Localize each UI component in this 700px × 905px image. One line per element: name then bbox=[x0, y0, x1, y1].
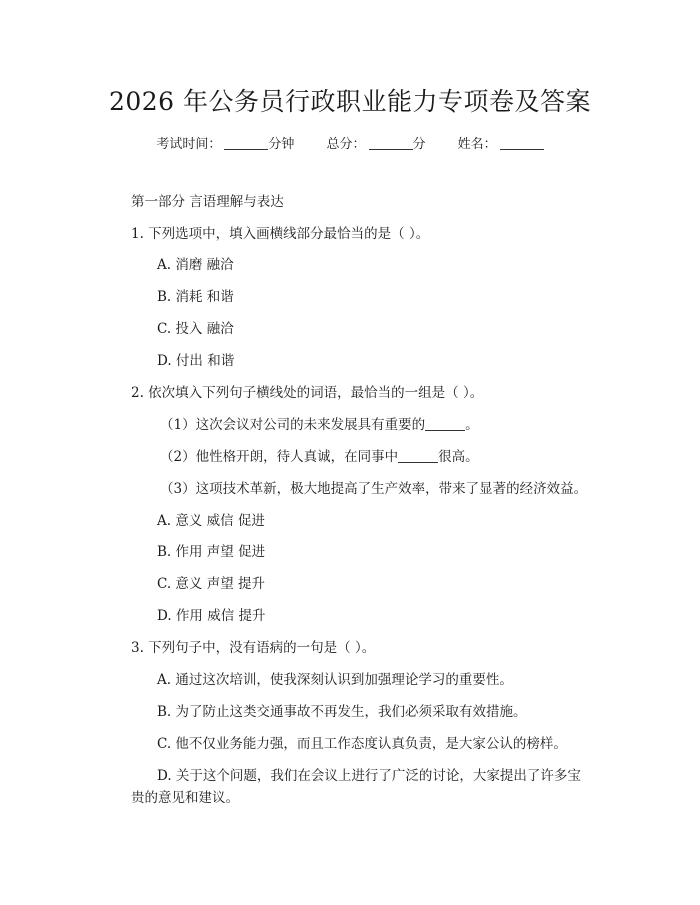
question-1-option-b: B. 消耗 和谐 bbox=[157, 289, 234, 305]
sentence-1-blank bbox=[425, 430, 465, 431]
question-2-stem: 2. 依次填入下列句子横线处的词语，最恰当的一组是（ ）。 bbox=[131, 385, 484, 401]
question-2-sentence-1 bbox=[160, 416, 479, 434]
exam-time-field bbox=[156, 133, 294, 152]
question-3-option-d-continued: 贵的意见和建议。 bbox=[131, 790, 239, 806]
total-score-field bbox=[326, 133, 425, 152]
question-3-option-c: C. 他不仅业务能力强，而且工作态度认真负责，是大家公认的榜样。 bbox=[157, 736, 567, 752]
question-1-stem: 1. 下列选项中，填入画横线部分最恰当的是（ ）。 bbox=[131, 226, 430, 242]
question-1-option-a: A. 消磨 融洽 bbox=[157, 257, 234, 273]
exam-time-label: 考试时间： bbox=[156, 137, 222, 152]
total-score-unit: 分 bbox=[412, 137, 426, 152]
sentence-2-text: （2）他性格开朗，待人真诚，在同事中 bbox=[160, 449, 399, 465]
question-3-stem: 3. 下列句子中，没有语病的一句是（ ）。 bbox=[131, 640, 376, 656]
sentence-1-text: （1）这次会议对公司的未来发展具有重要的 bbox=[160, 417, 426, 433]
document-title: 2026 年公务员行政职业能力专项卷及答案 bbox=[108, 87, 592, 116]
question-3-option-d: D. 关于这个问题，我们在会议上进行了广泛的讨论，大家提出了许多宝 bbox=[157, 768, 581, 784]
sentence-3-text: （3）这项技术革新，极大地提高了生产效率，带来了显著的经济效益。 bbox=[160, 481, 588, 497]
question-2-option-d: D. 作用 威信 提升 bbox=[157, 608, 266, 624]
question-2-option-c: C. 意义 声望 提升 bbox=[157, 576, 266, 592]
name-field bbox=[458, 133, 544, 152]
question-3-option-a: A. 通过这次培训，使我深刻认识到加强理论学习的重要性。 bbox=[157, 672, 513, 688]
question-2-sentence-2 bbox=[160, 448, 479, 466]
question-3-option-b: B. 为了防止这类交通事故不再发生，我们必须采取有效措施。 bbox=[157, 704, 527, 720]
section-heading: 第一部分 言语理解与表达 bbox=[131, 194, 284, 210]
question-2-option-b: B. 作用 声望 促进 bbox=[157, 544, 266, 560]
exam-time-unit: 分钟 bbox=[268, 137, 295, 152]
total-score-blank[interactable] bbox=[369, 149, 413, 150]
question-2-option-a: A. 意义 威信 促进 bbox=[157, 513, 265, 529]
question-1-option-d: D. 付出 和谐 bbox=[157, 353, 235, 369]
question-1-option-c: C. 投入 融洽 bbox=[157, 321, 234, 337]
exam-time-blank[interactable] bbox=[224, 149, 268, 150]
sentence-1-end: 。 bbox=[465, 417, 479, 433]
name-label: 姓名： bbox=[457, 137, 497, 152]
sentence-2-end: 很高。 bbox=[438, 449, 479, 465]
total-score-label: 总分： bbox=[326, 137, 366, 152]
question-2-sentence-3 bbox=[160, 480, 587, 498]
name-blank[interactable] bbox=[500, 149, 544, 150]
sentence-2-blank bbox=[398, 462, 438, 463]
exam-info-line bbox=[0, 133, 700, 152]
